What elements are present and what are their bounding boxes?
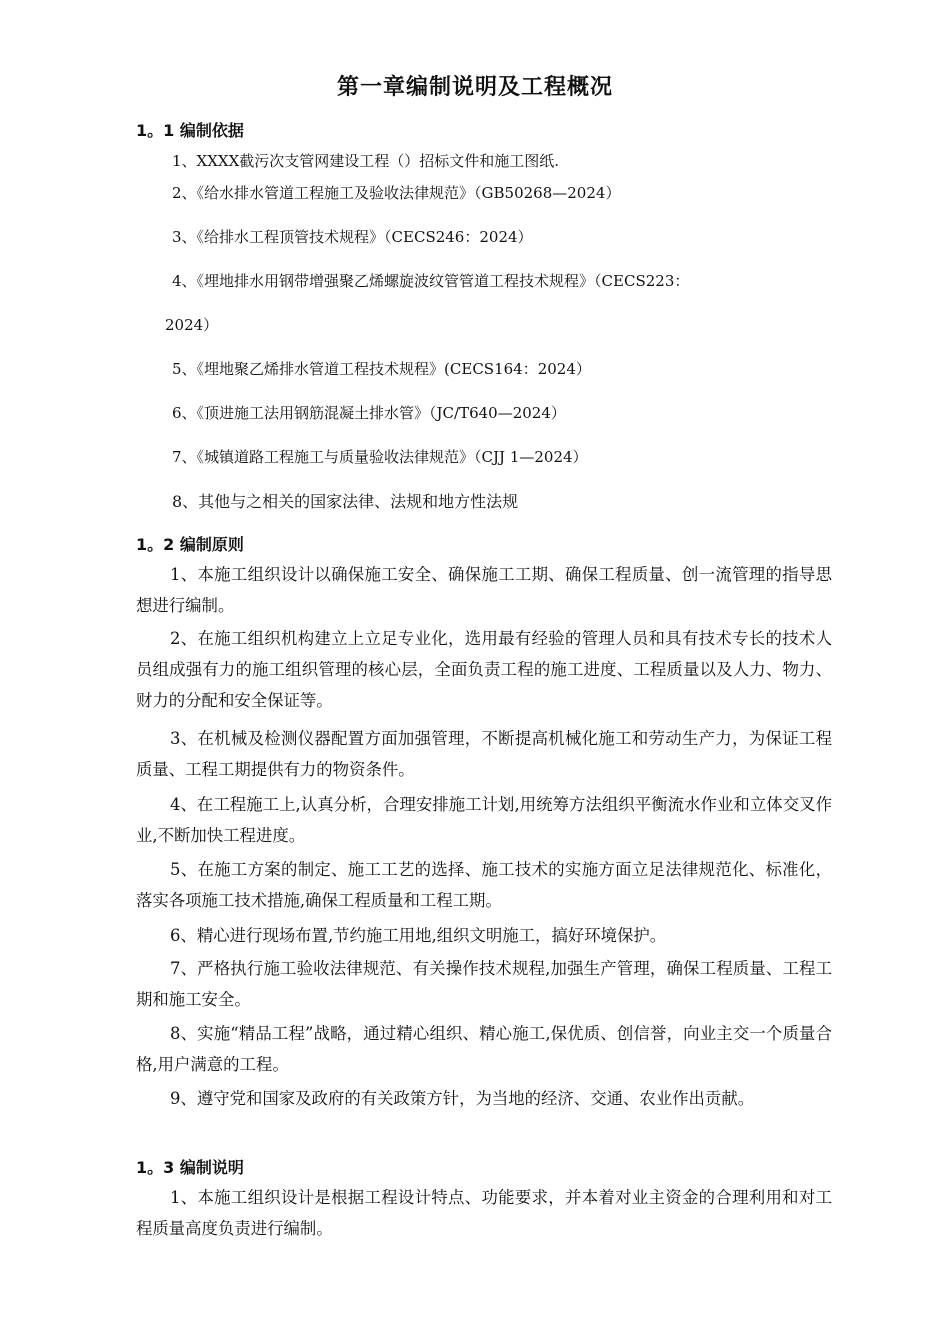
principle-paragraph: 5、在施工方案的制定、施工工艺的选择、施工技术的实施方面立足法律规范化、标准化，落实各项施工技术措施,确保工程质量和工程工期。 xyxy=(136,860,832,910)
principle-paragraph: 4、在工程施工上,认真分析，合理安排施工计划,用统筹方法组织平衡流水作业和立体交叉作业,不断加快工程进度。 xyxy=(136,795,832,845)
reference-item: 4、《埋地排水用钢带增强聚乙烯螺旋波纹管管道工程技术规程》（CECS223： xyxy=(172,272,690,290)
principle-paragraph: 2、在施工组织机构建立上立足专业化，选用最有经验的管理人员和具有技术专长的技术人员组成强有力的施工组织管理的核心层，全面负责工程的施工进度、工程质量以及人力、物力、财力的分配和安全保证等。 xyxy=(136,629,832,710)
reference-item: 2、《给水排水管道工程施工及验收法律规范》（GB50268—2024） xyxy=(172,184,621,202)
reference-item: 5、《埋地聚乙烯排水管道工程技术规程》(CECS164：2024） xyxy=(172,360,591,378)
reference-item: 6、《顶进施工法用钢筋混凝土排水管》（JC/T640—2024） xyxy=(172,404,566,422)
principle-paragraph: 7、严格执行施工验收法律规范、有关操作技术规程,加强生产管理，确保工程质量、工程工期和施工安全。 xyxy=(136,959,832,1009)
principle-paragraph: 9、遵守党和国家及政府的有关政策方针，为当地的经济、交通、农业作出贡献。 xyxy=(170,1089,755,1108)
reference-item: 7、《城镇道路工程施工与质量验收法律规范》（CJJ 1—2024） xyxy=(172,448,588,466)
reference-item-continuation: 2024） xyxy=(165,316,219,334)
principle-paragraph: 1、本施工组织设计以确保施工安全、确保施工工期、确保工程质量、创一流管理的指导思想进行编制。 xyxy=(136,565,832,615)
page-title: 第一章编制说明及工程概况 xyxy=(336,75,613,100)
reference-item: 1、XXXX截污次支管网建设工程（）招标文件和施工图纸. xyxy=(172,152,560,170)
section-heading-principles: 1。2 编制原则 xyxy=(136,535,244,554)
principle-paragraph: 3、在机械及检测仪器配置方面加强管理，不断提高机械化施工和劳动生产力，为保证工程质量、工程工期提供有力的物资条件。 xyxy=(136,729,832,779)
section-heading-basis: 1。1 编制依据 xyxy=(136,121,244,140)
notes-paragraph: 1、本施工组织设计是根据工程设计特点、功能要求，并本着对业主资金的合理利用和对工程质量高度负责进行编制。 xyxy=(136,1188,832,1238)
reference-item: 3、《给排水工程顶管技术规程》（CECS246：2024） xyxy=(172,228,533,246)
reference-item: 8、其他与之相关的国家法律、法规和地方性法规 xyxy=(172,492,519,511)
principle-paragraph: 6、精心进行现场布置,节约施工用地,组织文明施工，搞好环境保护。 xyxy=(170,926,667,945)
section-heading-notes: 1。3 编制说明 xyxy=(136,1158,244,1177)
principle-paragraph: 8、实施“精品工程”战略，通过精心组织、精心施工,保优质、创信誉，向业主交一个质量合格,用户满意的工程。 xyxy=(136,1024,832,1074)
